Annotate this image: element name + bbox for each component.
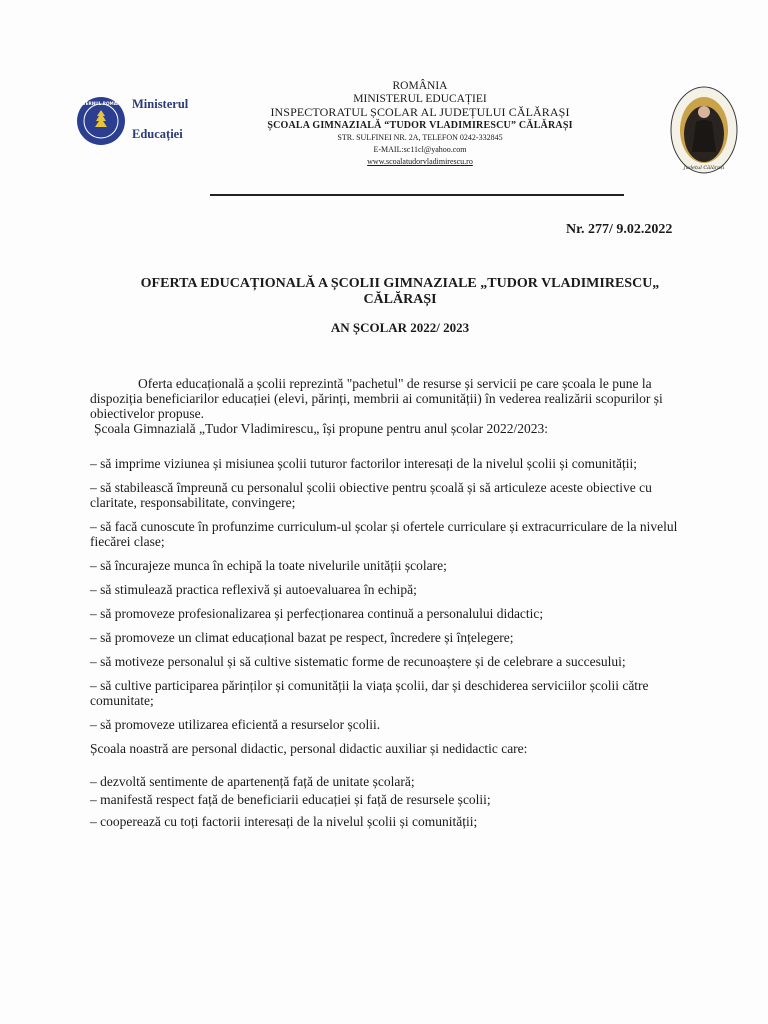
letterhead	[250, 80, 590, 168]
address-line: STR. SULFINEI NR. 2A, TELEFON 0242-332845	[337, 133, 503, 142]
government-logo	[76, 96, 126, 146]
school-logo	[670, 86, 738, 174]
school-proposes-line: Școala Gimnazială „Tudor Vladimirescu„ își propune pentru anul școlar 2022/2023:	[94, 421, 549, 436]
objective-item: – să facă cunoscute în profunzime curriculum-ul școlar și ofertele curriculare și extracurriculare de la nivelul fiecărei clase;	[90, 519, 678, 549]
staff-list	[90, 774, 695, 829]
document-title	[80, 276, 720, 308]
country-line: ROMÂNIA	[392, 80, 448, 92]
staff-item: – manifestă respect față de beneficiarii educației și față de resursele școlii;	[90, 792, 491, 807]
staff-intro-line: Școala noastră are personal didactic, personal didactic auxiliar și nedidactic care:	[90, 741, 528, 756]
inspectorate-line: INSPECTORATUL ȘCOLAR AL JUDEȚULUI CĂLĂRAȘI	[270, 105, 570, 119]
header-divider	[210, 194, 624, 196]
objective-item: – să promoveze utilizarea eficientă a resurselor școlii.	[90, 717, 381, 732]
objective-item: – să imprime viziunea și misiunea școlii tuturor factorilor interesați de la nivelul școlii și comunității;	[90, 456, 637, 471]
school-name-line: ȘCOALA GIMNAZIALĂ “TUDOR VLADIMIRESCU” CĂLĂRAȘI	[267, 120, 573, 131]
title-line-1: OFERTA EDUCAȚIONALĂ A ȘCOLII GIMNAZIALE „TUDOR VLADIMIRESCU„	[140, 276, 660, 291]
objective-item: – să cultive participarea părinților și comunității la viața școlii, dar și deschiderea serviciilor școlii către comunitate;	[90, 678, 649, 708]
document-number: Nr. 277/ 9.02.2022	[566, 222, 673, 237]
objective-item: – să motiveze personalul și să cultive sistematic forme de recunoaștere și de celebrare a succesului;	[90, 654, 626, 669]
objectives-list	[90, 456, 695, 732]
objective-item: – să stimulează practica reflexivă și autoevaluarea în echipă;	[90, 582, 417, 597]
document-body	[90, 376, 695, 832]
title-line-2: CĂLĂRAȘI	[363, 292, 437, 307]
staff-item: – cooperează cu toți factorii interesați de la nivelul școlii și comunității;	[90, 814, 478, 829]
staff-item: – dezvoltă sentimente de apartenență față de unitate școlară;	[90, 774, 415, 789]
objective-item: – să promoveze profesionalizarea și perfecționarea continuă a personalului didactic;	[90, 606, 544, 621]
email-line[interactable]: E-MAIL:sc11cl@yahoo.com	[373, 145, 467, 154]
ministry-line: MINISTERUL EDUCAȚIEI	[353, 93, 487, 105]
objective-item: – să încurajeze munca în echipă la toate nivelurile unității școlare;	[90, 558, 447, 573]
gov-logo-text: GUVERNUL ROMÂNIEI	[76, 101, 126, 106]
svg-text:Județul Călărași: Județul Călărași	[683, 165, 725, 171]
intro-paragraph: Oferta educațională a școlii reprezintă "pachetul" de resurse și servicii pe care școala le pune la dispoziția beneficiarilor educației (elevi, părinți, membrii ai comunității) în vederea realizării scopurilor și obiectivelor propuse.	[90, 376, 663, 421]
objective-item: – să stabilească împreună cu personalul școlii obiective pentru școală și să articuleze aceste obiective cu claritate, responsabilitate, convingere;	[90, 480, 652, 510]
school-year: AN ȘCOLAR 2022/ 2023	[330, 320, 470, 335]
ministry-label-1: Ministerul	[132, 97, 189, 111]
website-link[interactable]: www.scoalatudorvladimirescu.ro	[367, 157, 473, 166]
objective-item: – să promoveze un climat educațional bazat pe respect, încredere și înțelegere;	[90, 630, 514, 645]
ministry-label-2: Educației	[132, 127, 183, 141]
